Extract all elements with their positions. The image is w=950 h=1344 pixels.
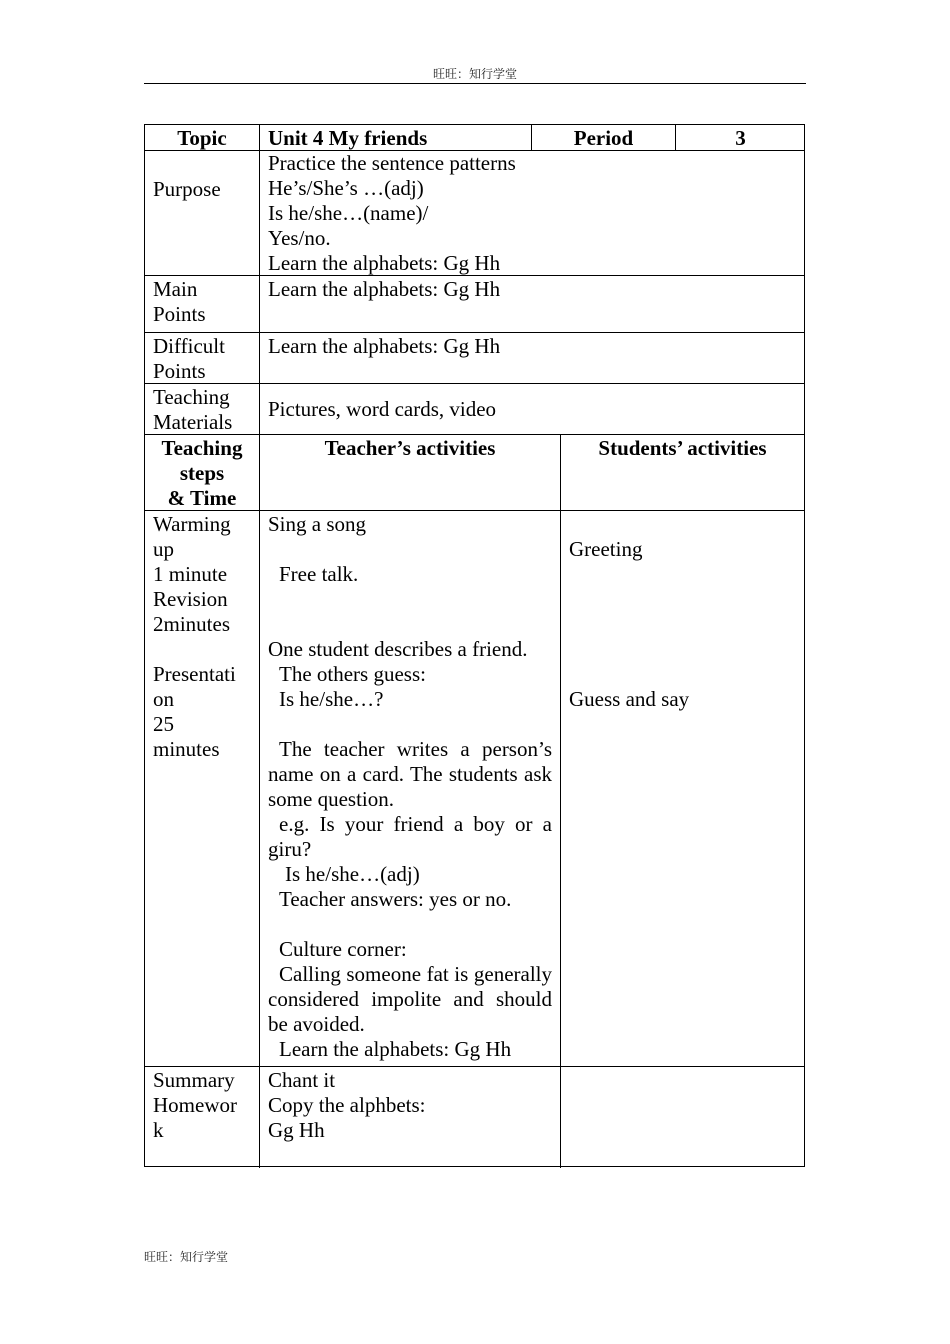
purpose-text: Practice the sentence patterns He’s/She’s …(adj) Is he/she…(name)/ Yes/no. Learn the alphabets: Gg Hh bbox=[268, 151, 516, 275]
steps-column-header: Teaching steps & Time bbox=[161, 436, 243, 510]
page-header: 旺旺：知行学堂 bbox=[144, 66, 806, 84]
materials-label: Teaching Materials bbox=[153, 385, 233, 434]
page-footer: 旺旺：知行学堂 bbox=[144, 1250, 229, 1264]
difficult-points-label: Difficult Points bbox=[153, 334, 225, 383]
summary-teacher-cell: Chant it Copy the alphbets: Gg Hh bbox=[268, 1068, 426, 1142]
steps-time-cell: Warming up 1 minute Revision 2minutes Presentati on 25 minutes bbox=[153, 512, 236, 761]
difficult-points-value: Learn the alphabets: Gg Hh bbox=[268, 334, 501, 358]
student-guess-say: Guess and say bbox=[569, 687, 690, 711]
student-greeting: Greeting bbox=[569, 537, 643, 561]
lesson-info-table bbox=[144, 124, 805, 435]
topic-value: Unit 4 My friends bbox=[268, 126, 428, 150]
students-column-header: Students’ activities bbox=[598, 436, 767, 460]
period-label: Period bbox=[573, 126, 634, 150]
period-value: 3 bbox=[735, 126, 746, 150]
teacher-column-header: Teacher’s activities bbox=[324, 436, 496, 460]
topic-label: Topic bbox=[177, 126, 227, 150]
summary-homework-label: Summary Homewor k bbox=[153, 1068, 237, 1142]
main-points-value: Learn the alphabets: Gg Hh bbox=[268, 277, 501, 301]
procedure-table bbox=[144, 434, 805, 1167]
main-points-label: Main Points bbox=[153, 277, 206, 326]
materials-value: Pictures, word cards, video bbox=[268, 397, 497, 421]
purpose-label: Purpose bbox=[153, 177, 221, 201]
teacher-activities-cell: Sing a song Free talk. One student describes a friend. The others guess: Is he/she…? The teacher writes a person’s name on a card. The students ask some question. e.g. Is your friend a boy or a giru? Is he/she…(adj) Teacher answers: yes or no. Culture corner: Calling someone fat is generally considered impolite and should be avoided. Learn the alphabets: Gg Hh bbox=[268, 512, 552, 1061]
